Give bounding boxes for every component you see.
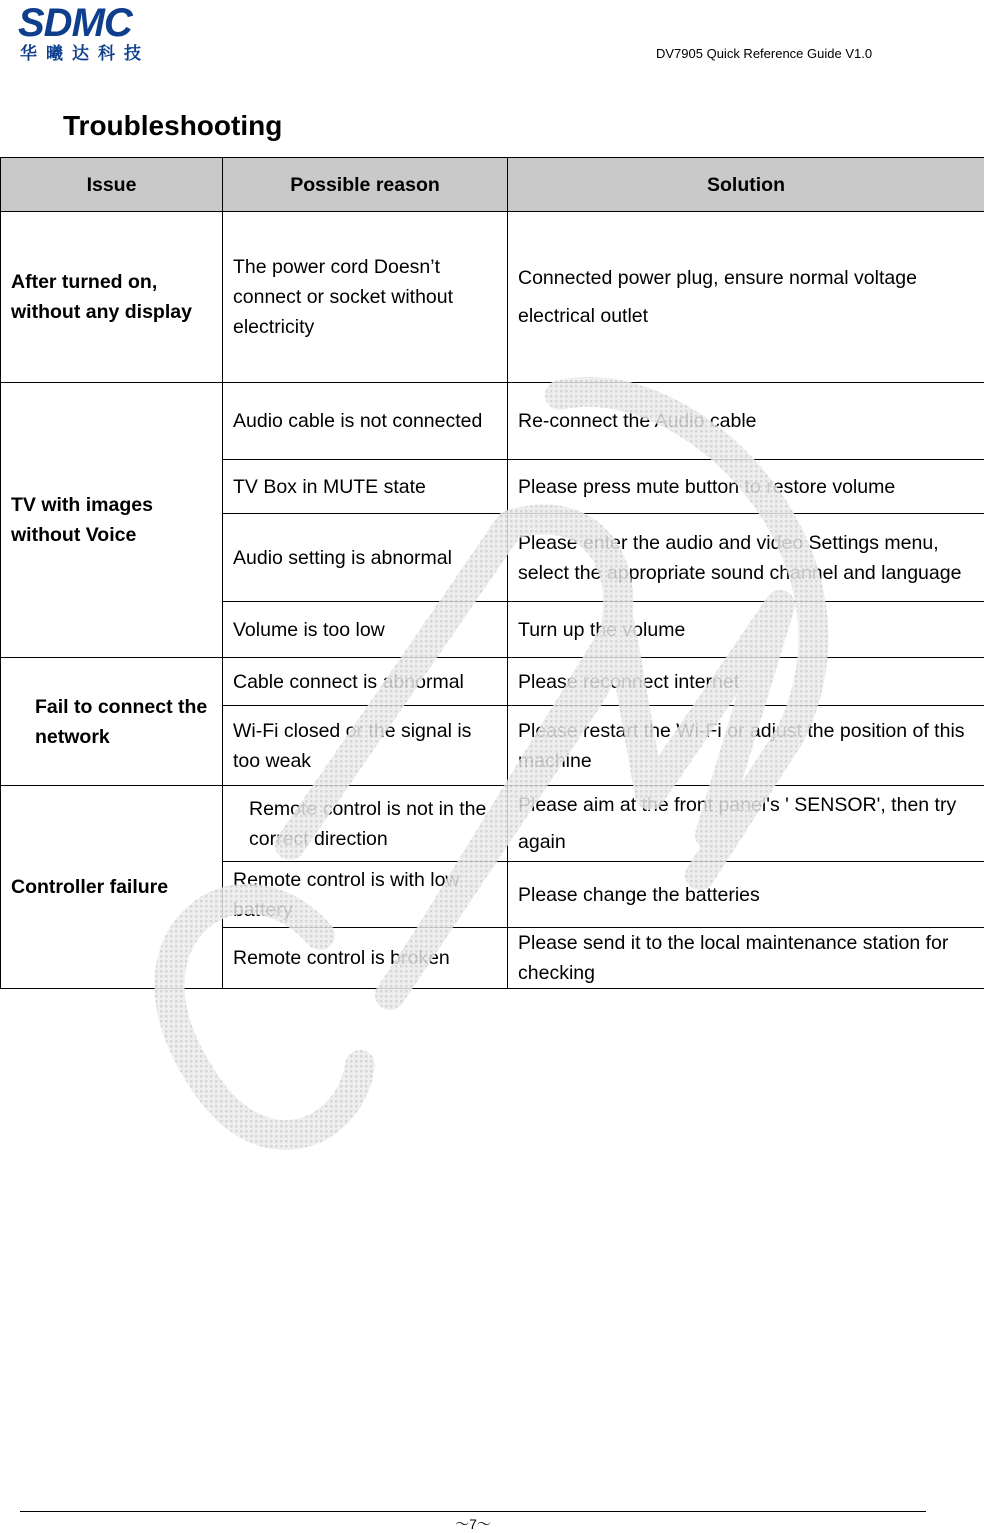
issue-cell: Controller failure [1, 786, 223, 989]
solution-cell: Turn up the volume [508, 602, 984, 658]
troubleshooting-table [0, 157, 984, 989]
page-number: ～7～ [455, 1516, 491, 1532]
logo-chinese-name: 华曦达科技 [20, 44, 150, 64]
solution-cell: Re-connect the Audio cable [508, 383, 984, 460]
logo-wordmark: SDMC [18, 1, 132, 45]
reason-cell: Audio cable is not connected [223, 383, 508, 460]
issue-cell: TV with images without Voice [1, 383, 223, 658]
solution-cell: Please restart the Wi-Fi or adjust the position of this machine [508, 706, 984, 786]
reason-cell: Audio setting is abnormal [223, 514, 508, 602]
reason-cell: Cable connect is abnormal [223, 658, 508, 706]
column-header-issue: Issue [1, 158, 223, 212]
reason-cell: Remote control is not in the correct direction [223, 786, 508, 862]
reason-cell: TV Box in MUTE state [223, 460, 508, 514]
guide-title: DV7905 Quick Reference Guide V1.0 [656, 46, 873, 61]
table-row [1, 658, 984, 706]
reason-cell: Wi-Fi closed or the signal is too weak [223, 706, 508, 786]
solution-cell: Please press mute button to restore volume [508, 460, 984, 514]
reason-cell: Volume is too low [223, 602, 508, 658]
reason-cell: The power cord Doesn’t connect or socket without electricity [223, 212, 508, 383]
table-row [1, 786, 984, 862]
solution-cell: Please aim at the front panel's ' SENSOR', then try again [508, 786, 984, 862]
column-header-reason: Possible reason [223, 158, 508, 212]
table-header-row [1, 158, 984, 212]
section-title: Troubleshooting [63, 110, 283, 141]
solution-cell: Please send it to the local maintenance station for checking [508, 928, 984, 989]
reason-cell: Remote control is broken [223, 928, 508, 989]
solution-cell: Please change the batteries [508, 862, 984, 928]
solution-cell: Please enter the audio and video Settings menu, select the appropriate sound channel and language [508, 514, 984, 602]
issue-cell: Fail to connect the network [1, 658, 223, 786]
issue-cell: After turned on, without any display [1, 212, 223, 383]
column-header-solution: Solution [508, 158, 984, 212]
solution-cell: Connected power plug, ensure normal voltage electrical outlet [508, 212, 984, 383]
sdmc-logo [18, 2, 158, 66]
table-row [1, 212, 984, 383]
table-row [1, 383, 984, 460]
reason-cell: Remote control is with low battery [223, 862, 508, 928]
footer-rule [20, 1511, 926, 1512]
solution-cell: Please reconnect internet [508, 658, 984, 706]
